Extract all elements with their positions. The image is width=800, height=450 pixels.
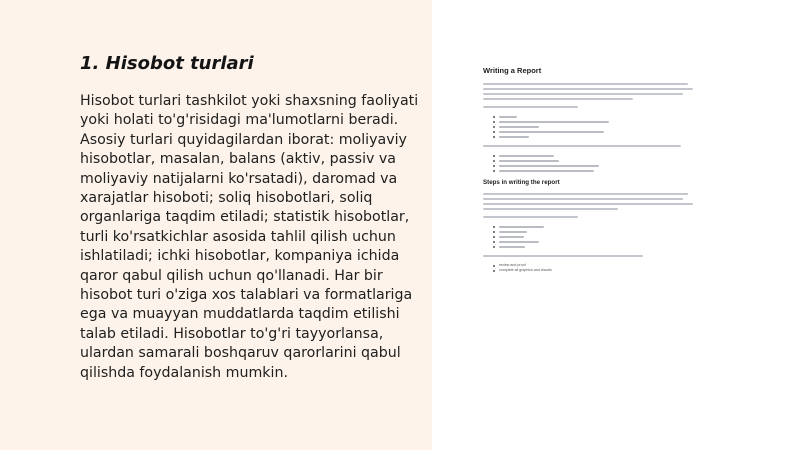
blurred-text-line: [483, 98, 633, 100]
slide-body-text: Hisobot turlari tashkilot yoki shaxsning faoliyati yoki holati to'g'risidagi ma'lumotlarni beradi. Asosiy turlari quyidagilardan iborat: moliyaviy hisobotlar, masalan, balans (aktiv, passiv va moliyaviy natijalarni ko'rsatadi), daromad va xarajatlar hisoboti; soliq hisobotlari, soliq organlariga taqdim etiladi; statistik hisobotlar, turli ko'rsatkichlar asosida tahlil qilish uchun ishlatiladi; ichki hisobotlar, kompaniya ichida qaror qabul qilish uchun qo'llanadi. Har bir hisobot turi o'ziga xos talablari va formatlariga ega va muayyan muddatlarda taqdim etilishi talab etiladi. Hisobotlar to'g'ri tayyorlansa, ulardan samarali boshqaruv qarorlarini qabul qilishda foydalanish mumkin.: [80, 93, 419, 381]
blurred-text-line: [483, 83, 688, 85]
list-item: [483, 168, 715, 173]
slide-title: 1. Hisobot turlari: [80, 53, 254, 74]
blurred-text-line: [483, 145, 681, 147]
document-paragraph: [483, 83, 715, 100]
list-item-text: review and proof: [499, 263, 526, 268]
blurred-text-line: [483, 216, 578, 218]
blurred-text-line: [483, 203, 693, 205]
list-item-text: complete all graphics and visuals: [499, 268, 552, 273]
blurred-text-line: [483, 198, 683, 200]
list-item: [483, 268, 715, 273]
document-paragraph: [483, 145, 715, 147]
blurred-text-line: [483, 208, 618, 210]
document-paragraph: [483, 255, 715, 257]
list-item: [483, 244, 715, 249]
blurred-text-line: [483, 193, 688, 195]
document-paragraph: [483, 106, 715, 108]
blurred-text-line: [483, 93, 683, 95]
document-bullet-list: [483, 114, 715, 139]
document-paragraph: [483, 216, 715, 218]
blurred-text-line: [483, 255, 643, 257]
blurred-text-line: [483, 106, 578, 108]
document-title: Writing a Report: [483, 66, 542, 75]
document-bullet-list: [483, 263, 715, 273]
document-image: [483, 66, 715, 279]
document-bullet-list: [483, 153, 715, 173]
document-paragraph: [483, 193, 715, 210]
list-item: [483, 134, 715, 139]
blurred-text-line: [483, 88, 693, 90]
document-section-heading: Steps in writing the report: [483, 179, 560, 187]
document-bullet-list: [483, 224, 715, 249]
